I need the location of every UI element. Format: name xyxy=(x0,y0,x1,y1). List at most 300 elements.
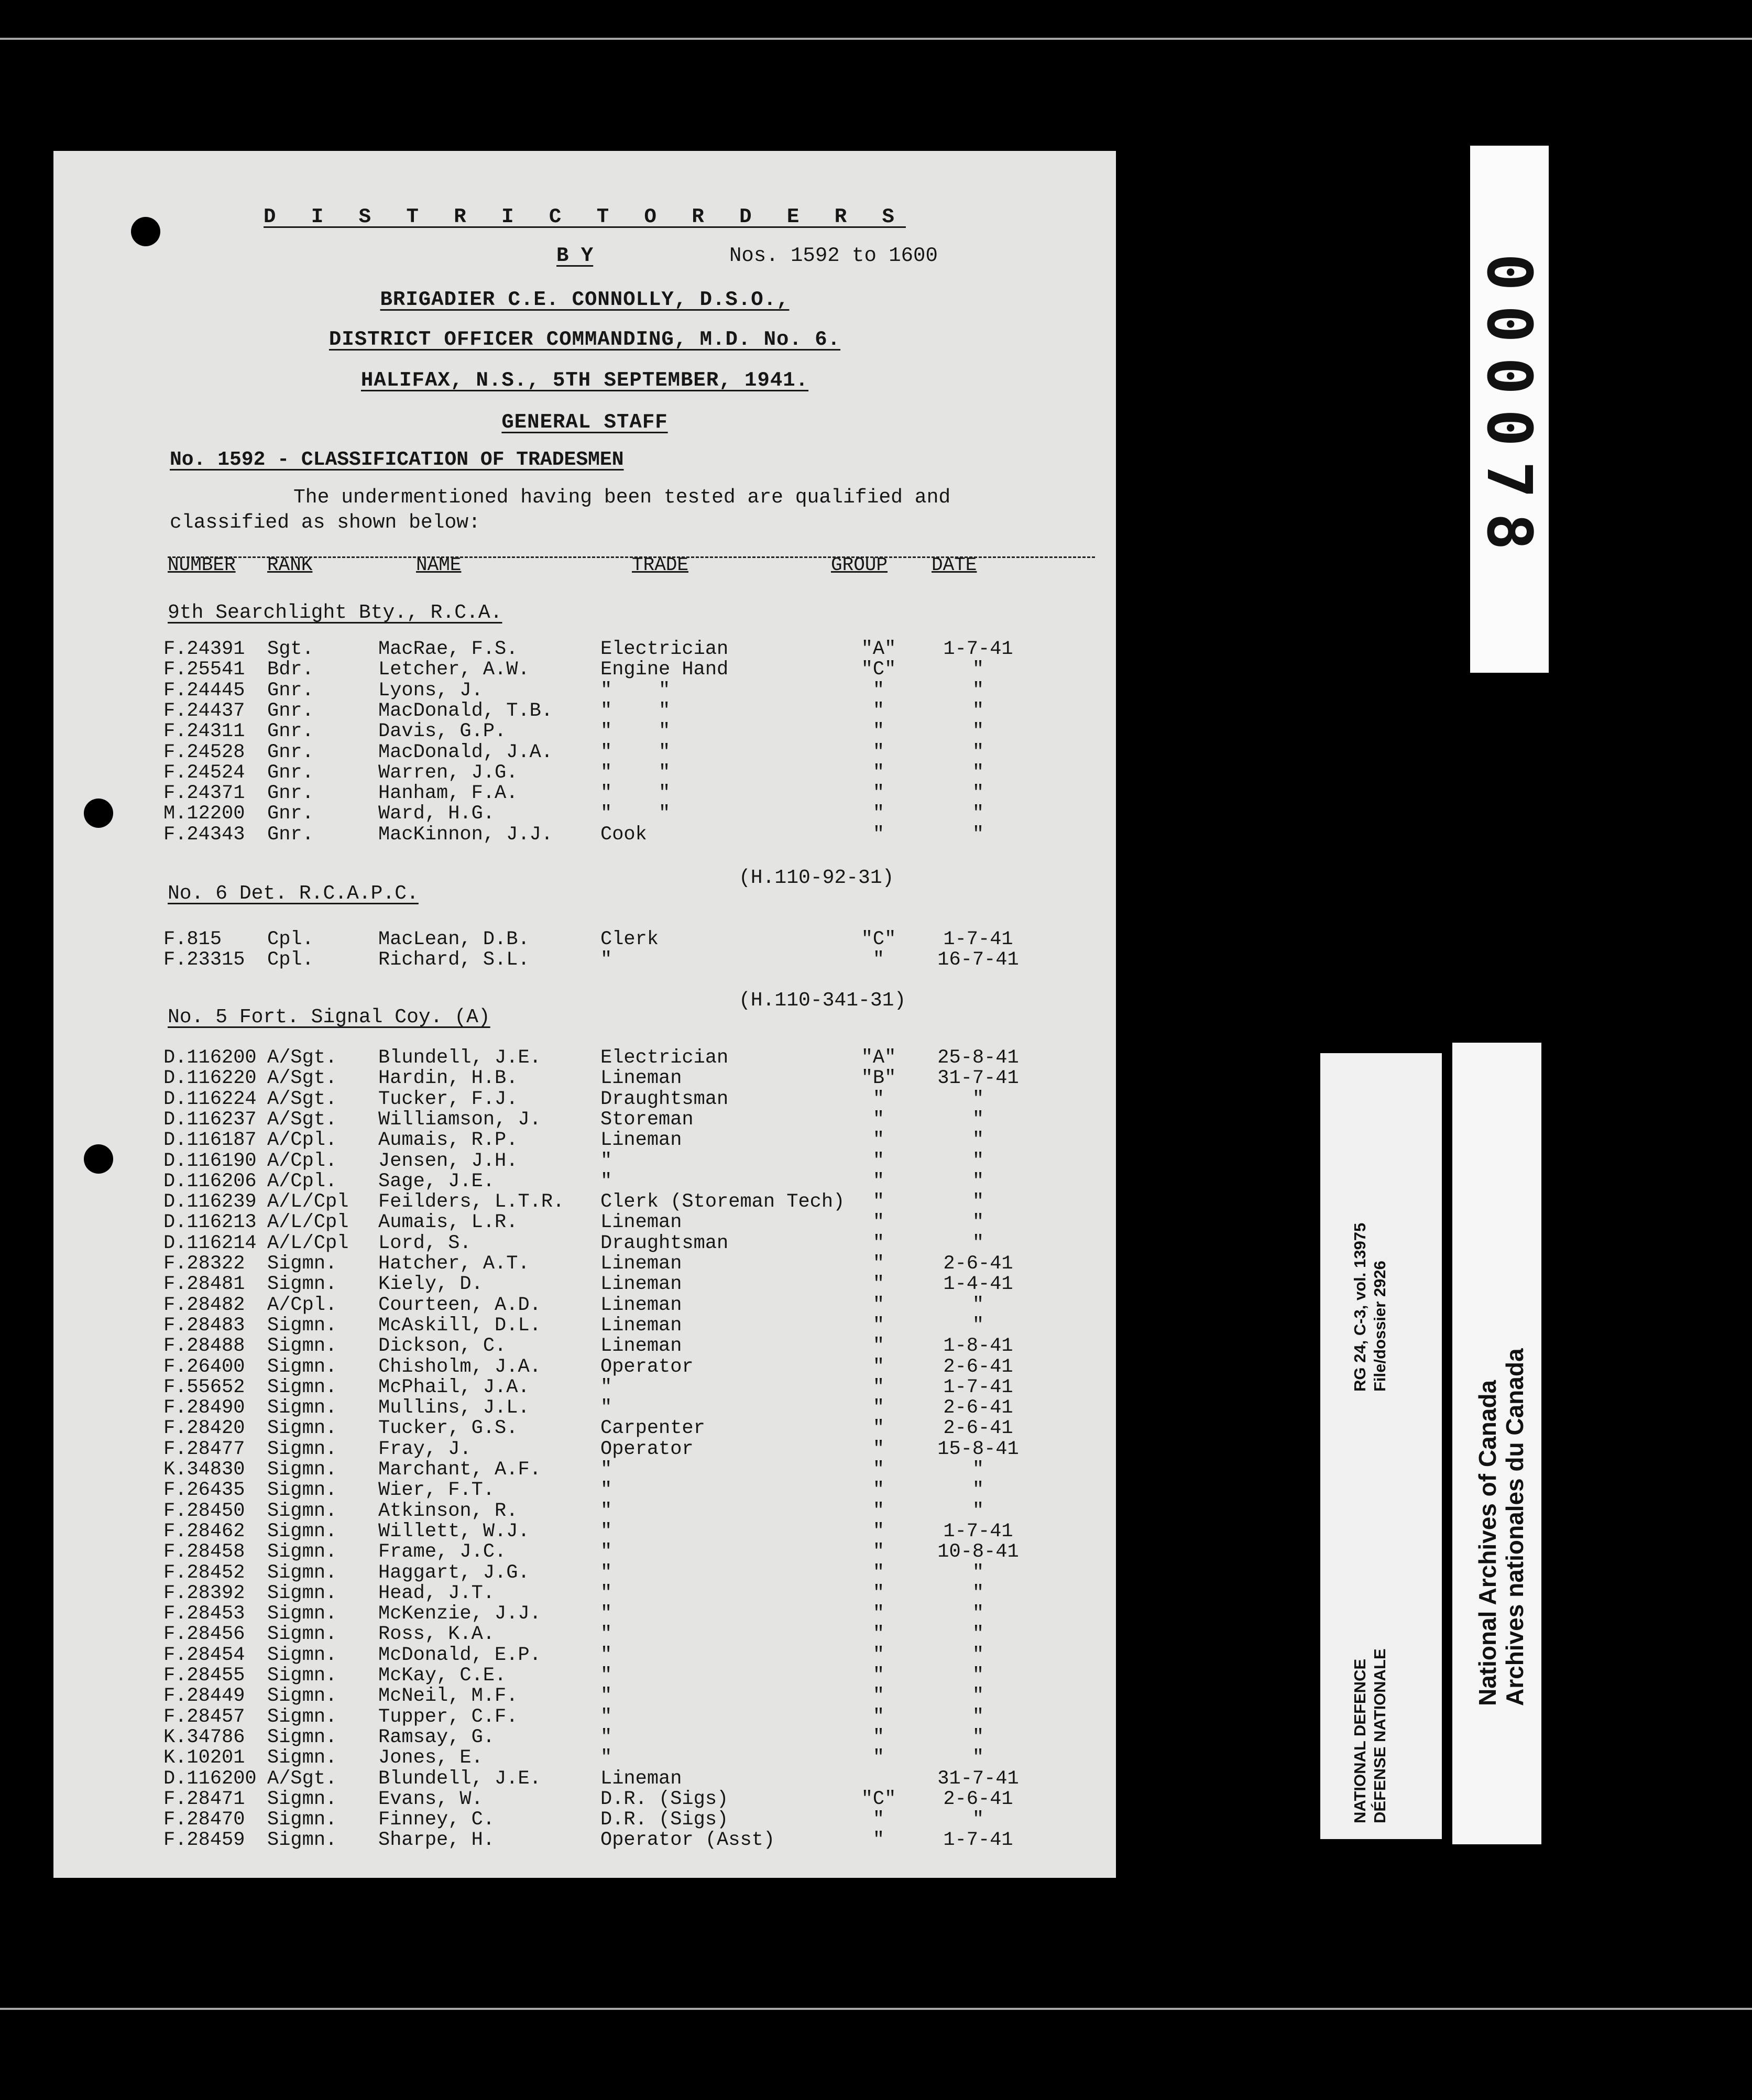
cell-rank: Gnr. xyxy=(267,699,314,722)
cell-number: F.28457 xyxy=(163,1705,245,1728)
cell-rank: Sigmn. xyxy=(267,1603,337,1625)
cell-date: " xyxy=(972,1211,984,1234)
cell-trade: " xyxy=(600,1500,612,1522)
cell-rank: Bdr. xyxy=(267,659,314,681)
cell-number: F.28449 xyxy=(163,1685,245,1708)
cell-rank: A/Cpl. xyxy=(267,1294,337,1316)
cell-number: M.12200 xyxy=(163,803,245,825)
cell-rank: Sigmn. xyxy=(267,1809,337,1831)
cell-rank: Gnr. xyxy=(267,782,314,805)
table-row xyxy=(53,1706,1116,1726)
cell-trade: Carpenter xyxy=(600,1417,705,1440)
cell-name: Lord, S. xyxy=(378,1232,472,1254)
cell-trade: " xyxy=(600,1644,612,1666)
cell-group: " xyxy=(872,1561,885,1584)
cell-trade: Storeman xyxy=(600,1108,694,1131)
cell-name: MacKinnon, J.J. xyxy=(378,823,553,846)
place-date-line: HALIFAX, N.S., 5TH SEPTEMBER, 1941. xyxy=(360,369,809,392)
cell-number: F.28322 xyxy=(163,1253,245,1275)
cell-date: 2-6-41 xyxy=(943,1355,1013,1378)
cell-date: " xyxy=(972,823,984,846)
cell-name: Haggart, J.G. xyxy=(378,1561,530,1584)
cell-group: " xyxy=(872,1809,885,1831)
cell-date: " xyxy=(972,1809,984,1831)
cell-group: " xyxy=(872,1603,885,1625)
cell-trade: " " xyxy=(600,761,671,784)
cell-date: 16-7-41 xyxy=(937,949,1019,971)
cell-trade: Clerk xyxy=(600,928,659,950)
cell-name: Tupper, C.F. xyxy=(378,1705,518,1728)
cell-number: K.34786 xyxy=(163,1726,245,1748)
cell-group: " xyxy=(872,741,885,763)
cell-date: 1-7-41 xyxy=(943,1829,1013,1852)
table-row xyxy=(53,1459,1116,1479)
cell-name: Jensen, J.H. xyxy=(378,1150,518,1172)
cell-trade: " xyxy=(600,1747,612,1769)
cell-date: " xyxy=(972,1232,984,1254)
cell-name: Head, J.T. xyxy=(378,1582,495,1604)
cell-trade: " xyxy=(600,1561,612,1584)
table-row xyxy=(53,720,1116,741)
cell-group: " xyxy=(872,1665,885,1687)
cell-group: " xyxy=(872,1335,885,1358)
table-row xyxy=(53,1067,1116,1088)
cell-trade: Lineman xyxy=(600,1314,682,1337)
cell-number: D.116224 xyxy=(163,1088,257,1110)
cell-name: Hatcher, A.T. xyxy=(378,1253,530,1275)
table-row xyxy=(53,1829,1116,1850)
cell-name: Williamson, J. xyxy=(378,1108,541,1131)
cell-name: Courteen, A.D. xyxy=(378,1294,541,1316)
cell-number: F.28458 xyxy=(163,1541,245,1563)
cell-name: Aumais, R.P. xyxy=(378,1129,518,1152)
cell-date: " xyxy=(972,1170,984,1193)
cell-trade: Lineman xyxy=(600,1067,682,1090)
cell-name: McNeil, M.F. xyxy=(378,1685,518,1708)
cell-trade: D.R. (Sigs) xyxy=(600,1809,729,1831)
cell-name: McKay, C.E. xyxy=(378,1665,507,1687)
cell-number: F.24528 xyxy=(163,741,245,763)
cell-date: " xyxy=(972,1582,984,1604)
cell-rank: Sigmn. xyxy=(267,1314,337,1337)
cell-rank: Sigmn. xyxy=(267,1561,337,1584)
file-reference: (H.110-341-31) xyxy=(739,989,906,1012)
cell-name: McAskill, D.L. xyxy=(378,1314,541,1337)
cell-trade: " xyxy=(600,1541,612,1563)
table-row xyxy=(53,1109,1116,1129)
table-row xyxy=(53,1129,1116,1150)
table-row xyxy=(53,1582,1116,1603)
cell-number: F.28471 xyxy=(163,1788,245,1810)
cell-name: Tucker, G.S. xyxy=(378,1417,518,1440)
cell-group: " xyxy=(872,803,885,825)
cell-number: F.28481 xyxy=(163,1273,245,1296)
cell-date: " xyxy=(972,1665,984,1687)
table-row xyxy=(53,1294,1116,1315)
cell-name: McDonald, E.P. xyxy=(378,1644,541,1666)
table-row xyxy=(53,1088,1116,1109)
table-row xyxy=(53,1438,1116,1459)
cell-number: F.28483 xyxy=(163,1314,245,1337)
cell-rank: Gnr. xyxy=(267,679,314,702)
cell-rank: Sigmn. xyxy=(267,1665,337,1687)
cell-number: D.116200 xyxy=(163,1767,257,1790)
table-row xyxy=(53,824,1116,844)
cell-date: " xyxy=(972,1644,984,1666)
cell-date: 2-6-41 xyxy=(943,1788,1013,1810)
cell-name: Sharpe, H. xyxy=(378,1829,495,1852)
cell-rank: Sigmn. xyxy=(267,1747,337,1769)
cell-number: F.28420 xyxy=(163,1417,245,1440)
cell-group: "A" xyxy=(861,638,896,660)
table-row xyxy=(53,680,1116,700)
cell-name: Warren, J.G. xyxy=(378,761,518,784)
cell-date: " xyxy=(972,699,984,722)
cell-date: " xyxy=(972,720,984,743)
cell-date: 25-8-41 xyxy=(937,1047,1019,1069)
table-row xyxy=(53,1397,1116,1417)
table-row xyxy=(53,1047,1116,1067)
cell-name: McPhail, J.A. xyxy=(378,1376,530,1398)
cell-number: F.24437 xyxy=(163,699,245,722)
department-fr: DÉFENSE NATIONALE xyxy=(1371,1648,1389,1823)
cell-group: " xyxy=(872,1685,885,1708)
cell-number: F.23315 xyxy=(163,949,245,971)
cell-number: D.116237 xyxy=(163,1108,257,1131)
cell-rank: Sigmn. xyxy=(267,1417,337,1440)
cell-group: " xyxy=(872,1726,885,1748)
cell-date: " xyxy=(972,1108,984,1131)
cell-rank: Gnr. xyxy=(267,823,314,846)
cell-rank: Gnr. xyxy=(267,741,314,763)
table-row xyxy=(53,949,1116,969)
cell-trade: Lineman xyxy=(600,1273,682,1296)
cell-rank: A/Sgt. xyxy=(267,1088,337,1110)
cell-trade: Operator xyxy=(600,1438,694,1460)
cell-number: F.28452 xyxy=(163,1561,245,1584)
cell-trade: " xyxy=(600,1603,612,1625)
table-row xyxy=(53,1623,1116,1644)
cell-number: F.28392 xyxy=(163,1582,245,1604)
cell-trade: Operator xyxy=(600,1355,694,1378)
cell-number: F.24343 xyxy=(163,823,245,846)
cell-trade: Lineman xyxy=(600,1767,682,1790)
cell-rank: Sigmn. xyxy=(267,1376,337,1398)
cell-rank: Sigmn. xyxy=(267,1438,337,1460)
cell-trade: " " xyxy=(600,679,671,702)
cell-trade: " " xyxy=(600,699,671,722)
unit-heading: 9th Searchlight Bty., R.C.A. xyxy=(168,601,502,624)
cell-group: " xyxy=(872,1459,885,1481)
cell-trade: " xyxy=(600,1685,612,1708)
cell-rank: Gnr. xyxy=(267,803,314,825)
document-page xyxy=(53,151,1116,1878)
cell-group: " xyxy=(872,1479,885,1502)
cell-name: Kiely, D. xyxy=(378,1273,483,1296)
cell-number: F.28453 xyxy=(163,1603,245,1625)
cell-group: " xyxy=(872,1108,885,1131)
cell-rank: Sigmn. xyxy=(267,1788,337,1810)
table-row xyxy=(53,1479,1116,1500)
column-header-date: DATE xyxy=(932,554,977,576)
cell-date: 10-8-41 xyxy=(937,1541,1019,1563)
cell-group: " xyxy=(872,1397,885,1419)
cell-number: K.10201 xyxy=(163,1747,245,1769)
table-row xyxy=(53,1541,1116,1561)
cell-date: " xyxy=(972,679,984,702)
cell-date: " xyxy=(972,782,984,805)
cell-number: F.24524 xyxy=(163,761,245,784)
header-rule xyxy=(168,556,1095,558)
column-header-name: NAME xyxy=(416,554,462,576)
cell-date: " xyxy=(972,1705,984,1728)
cell-number: F.26435 xyxy=(163,1479,245,1502)
cell-date: " xyxy=(972,1150,984,1172)
table-row xyxy=(53,1809,1116,1829)
cell-number: F.28450 xyxy=(163,1500,245,1522)
cell-trade: " xyxy=(600,1520,612,1543)
cell-trade: D.R. (Sigs) xyxy=(600,1788,729,1810)
cell-group: " xyxy=(872,699,885,722)
table-row xyxy=(53,1376,1116,1397)
cell-number: F.24371 xyxy=(163,782,245,805)
cell-trade: " xyxy=(600,1376,612,1398)
cell-name: MacLean, D.B. xyxy=(378,928,530,950)
cell-trade: " xyxy=(600,1665,612,1687)
cell-rank: Gnr. xyxy=(267,720,314,743)
cell-rank: Sigmn. xyxy=(267,1541,337,1563)
cell-date: " xyxy=(972,1726,984,1748)
cell-date: " xyxy=(972,1088,984,1110)
archive-name-fr: Archives nationales du Canada xyxy=(1501,1348,1528,1706)
cell-trade: " xyxy=(600,1170,612,1193)
cell-trade: Draughtsman xyxy=(600,1232,729,1254)
cell-rank: Sigmn. xyxy=(267,1829,337,1852)
table-row xyxy=(53,1232,1116,1253)
cell-name: Hardin, H.B. xyxy=(378,1067,518,1090)
cell-trade: Clerk (Storeman Tech) xyxy=(600,1191,845,1213)
cell-trade: " xyxy=(600,1397,612,1419)
cell-date: 2-6-41 xyxy=(943,1253,1013,1275)
cell-name: Ramsay, G. xyxy=(378,1726,495,1748)
cell-trade: Lineman xyxy=(600,1335,682,1358)
cell-group: "B" xyxy=(861,1067,896,1090)
cell-trade: Lineman xyxy=(600,1253,682,1275)
cell-group: " xyxy=(872,1253,885,1275)
table-row xyxy=(53,1685,1116,1708)
cell-number: F.28454 xyxy=(163,1644,245,1666)
cell-number: D.116239 xyxy=(163,1191,257,1213)
archive-name-en: National Archives of Canada xyxy=(1474,1380,1501,1706)
cell-group: " xyxy=(872,1644,885,1666)
cell-rank: A/L/Cpl xyxy=(267,1191,349,1213)
cell-name: Jones, E. xyxy=(378,1747,483,1769)
cell-number: F.25541 xyxy=(163,659,245,681)
cell-rank: Sigmn. xyxy=(267,1705,337,1728)
cell-group: " xyxy=(872,1232,885,1254)
column-header-trade: TRADE xyxy=(632,554,689,576)
unit-heading: No. 6 Det. R.C.A.P.C. xyxy=(168,882,419,905)
cell-trade: Lineman xyxy=(600,1211,682,1234)
cell-date: " xyxy=(972,1314,984,1337)
cell-name: Blundell, J.E. xyxy=(378,1767,541,1790)
cell-number: D.116214 xyxy=(163,1232,257,1254)
cell-date: 31-7-41 xyxy=(937,1767,1019,1790)
cell-rank: A/L/Cpl xyxy=(267,1232,349,1254)
cell-rank: A/Sgt. xyxy=(267,1067,337,1090)
section-heading: GENERAL STAFF xyxy=(501,411,668,434)
cell-trade: Cook xyxy=(600,823,647,846)
cell-name: Ross, K.A. xyxy=(378,1623,495,1646)
cell-trade: " xyxy=(600,1479,612,1502)
cell-group: " xyxy=(872,679,885,702)
table-row xyxy=(53,782,1116,803)
table-row xyxy=(53,1191,1116,1211)
cell-date: " xyxy=(972,1459,984,1481)
table-row xyxy=(53,1500,1116,1521)
table-row xyxy=(53,1644,1116,1665)
table-row xyxy=(53,1150,1116,1171)
column-header-number: NUMBER xyxy=(168,554,236,576)
reference-line-1: RG 24, C-3, vol. 13975 xyxy=(1351,1222,1369,1392)
cell-date: " xyxy=(972,741,984,763)
table-row xyxy=(53,1788,1116,1809)
cell-rank: Cpl. xyxy=(267,928,314,950)
cell-rank: Sgt. xyxy=(267,638,314,660)
cell-name: MacRae, F.S. xyxy=(378,638,518,660)
table-row xyxy=(53,700,1116,720)
cell-number: F.24391 xyxy=(163,638,245,660)
cell-group: " xyxy=(872,1582,885,1604)
table-row xyxy=(53,762,1116,782)
table-row xyxy=(53,1603,1116,1623)
cell-date: " xyxy=(972,1623,984,1646)
cell-number: F.28488 xyxy=(163,1335,245,1358)
cell-rank: Sigmn. xyxy=(267,1479,337,1502)
cell-name: Mullins, J.L. xyxy=(378,1397,530,1419)
cell-date: " xyxy=(972,1603,984,1625)
table-row xyxy=(53,1315,1116,1335)
table-row xyxy=(53,1665,1116,1685)
cell-date: 1-4-41 xyxy=(943,1273,1013,1296)
cell-group: " xyxy=(872,720,885,743)
cell-group: " xyxy=(872,1170,885,1193)
cell-number: D.116220 xyxy=(163,1067,257,1090)
cell-rank: A/Sgt. xyxy=(267,1767,337,1790)
cell-number: F.26400 xyxy=(163,1355,245,1378)
cell-name: Atkinson, R. xyxy=(378,1500,518,1522)
cell-group: " xyxy=(872,1211,885,1234)
table-row xyxy=(53,1211,1116,1232)
cell-rank: A/Sgt. xyxy=(267,1047,337,1069)
by-label: B Y xyxy=(556,244,594,267)
cell-date: 1-7-41 xyxy=(943,928,1013,950)
cell-rank: Sigmn. xyxy=(267,1726,337,1748)
table-row xyxy=(53,741,1116,762)
cell-date: 1-7-41 xyxy=(943,1520,1013,1543)
cell-number: F.55652 xyxy=(163,1376,245,1398)
cell-number: D.116200 xyxy=(163,1047,257,1069)
cell-name: Feilders, L.T.R. xyxy=(378,1191,565,1213)
cell-name: Letcher, A.W. xyxy=(378,659,530,681)
cell-group: " xyxy=(872,1273,885,1296)
order-heading: No. 1592 - CLASSIFICATION OF TRADESMEN xyxy=(170,449,624,471)
cell-trade: " " xyxy=(600,720,671,743)
cell-name: Hanham, F.A. xyxy=(378,782,518,805)
table-row xyxy=(53,1335,1116,1358)
cell-group: " xyxy=(872,1829,885,1852)
cell-group: " xyxy=(872,1500,885,1522)
cell-name: Willett, W.J. xyxy=(378,1520,530,1543)
cell-name: Finney, C. xyxy=(378,1809,495,1831)
cell-rank: Sigmn. xyxy=(267,1623,337,1646)
intro-line-1: The undermentioned having been tested are qualified and xyxy=(293,486,951,509)
table-row xyxy=(53,1768,1116,1788)
cell-name: Dickson, C. xyxy=(378,1335,507,1358)
cell-trade: " " xyxy=(600,803,671,825)
cell-rank: Sigmn. xyxy=(267,1582,337,1604)
cell-name: Aumais, L.R. xyxy=(378,1211,518,1234)
cell-name: Richard, S.L. xyxy=(378,949,530,971)
cell-date: 1-7-41 xyxy=(943,638,1013,660)
cell-date: 1-8-41 xyxy=(943,1335,1013,1358)
archive-name-label xyxy=(1452,1043,1541,1844)
cell-rank: Sigmn. xyxy=(267,1397,337,1419)
cell-number: K.34830 xyxy=(163,1459,245,1481)
cell-date: " xyxy=(972,1561,984,1584)
cell-name: Marchant, A.F. xyxy=(378,1459,541,1481)
cell-group: " xyxy=(872,1520,885,1543)
table-row xyxy=(53,928,1116,949)
cell-trade: Electrician xyxy=(600,638,729,660)
cell-number: F.28490 xyxy=(163,1397,245,1419)
order-numbers: Nos. 1592 to 1600 xyxy=(729,244,938,267)
cell-rank: Sigmn. xyxy=(267,1685,337,1708)
cell-group: " xyxy=(872,1623,885,1646)
cell-trade: " xyxy=(600,949,612,971)
reference-line-2: File/dossier 2926 xyxy=(1371,1261,1389,1392)
cell-trade: " xyxy=(600,1705,612,1728)
cell-name: Sage, J.E. xyxy=(378,1170,495,1193)
cell-rank: Sigmn. xyxy=(267,1335,337,1358)
cell-number: F.28462 xyxy=(163,1520,245,1543)
cell-rank: Gnr. xyxy=(267,761,314,784)
cell-name: McKenzie, J.J. xyxy=(378,1603,541,1625)
cell-rank: Sigmn. xyxy=(267,1644,337,1666)
cell-date: 15-8-41 xyxy=(937,1438,1019,1460)
table-row xyxy=(53,1726,1116,1747)
cell-number: F.28459 xyxy=(163,1829,245,1852)
cell-date: 2-6-41 xyxy=(943,1397,1013,1419)
cell-group: "C" xyxy=(861,1788,896,1810)
commander-line: BRIGADIER C.E. CONNOLLY, D.S.O., xyxy=(380,288,790,311)
cell-date: 2-6-41 xyxy=(943,1417,1013,1440)
cell-date: " xyxy=(972,1294,984,1316)
cell-group: " xyxy=(872,1150,885,1172)
cell-rank: A/L/Cpl xyxy=(267,1211,349,1234)
cell-number: F.24311 xyxy=(163,720,245,743)
document-title: D I S T R I C T O R D E R S xyxy=(264,205,906,228)
cell-number: F.24445 xyxy=(163,679,245,702)
table-row xyxy=(53,1521,1116,1541)
cell-date: " xyxy=(972,1500,984,1522)
cell-number: F.28470 xyxy=(163,1809,245,1831)
cell-number: D.116206 xyxy=(163,1170,257,1193)
intro-line-2: classified as shown below: xyxy=(170,511,480,534)
cell-date: " xyxy=(972,1685,984,1708)
cell-date: 31-7-41 xyxy=(937,1067,1019,1090)
cell-trade: " " xyxy=(600,782,671,805)
